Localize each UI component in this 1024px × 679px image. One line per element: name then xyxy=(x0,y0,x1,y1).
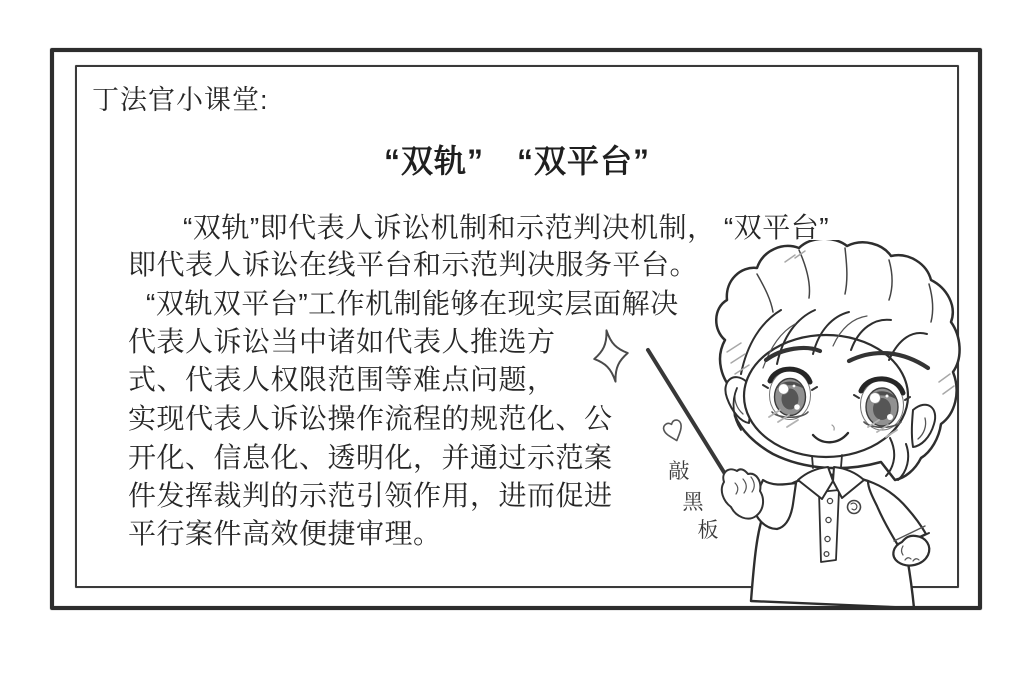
panel-header: 丁法官小课堂: xyxy=(92,85,269,115)
chibi-judge xyxy=(716,240,959,608)
annotation-knock-blackboard xyxy=(669,460,719,542)
hand-gripping-stick xyxy=(722,469,763,518)
annotation-char: 板 xyxy=(697,519,719,542)
body-line: 代表人诉讼当中诸如代表人推选方 xyxy=(128,326,556,357)
body-line: 实现代表人诉讼操作流程的规范化、公 xyxy=(128,403,613,434)
annotation-char: 黑 xyxy=(682,491,704,514)
heart-icon xyxy=(662,419,685,443)
shirt-placket xyxy=(819,490,839,562)
body-line: 即代表人诉讼在线平台和示范判决服务平台。 xyxy=(128,249,699,280)
panel-title: “双轨” “双平台” xyxy=(383,143,650,179)
body-line: 件发挥裁判的示范引领作用，进而促进 xyxy=(128,480,613,511)
body-line: “双轨”即代表人诉讼机制和示范判决机制， “双平台” xyxy=(183,212,830,243)
body-line: 式、代表人权限范围等难点问题， xyxy=(128,364,556,395)
badge-pin xyxy=(848,501,861,514)
body-line: 开化、信息化、透明化，并通过示范案 xyxy=(128,442,613,473)
body-line: “双轨双平台”工作机制能够在现实层面解决 xyxy=(146,288,679,319)
annotation-char: 敲 xyxy=(668,460,690,483)
body-line: 平行案件高效便捷审理。 xyxy=(128,518,442,549)
sparkle-icon xyxy=(590,327,633,384)
chibi-judge-illustration xyxy=(585,240,985,612)
